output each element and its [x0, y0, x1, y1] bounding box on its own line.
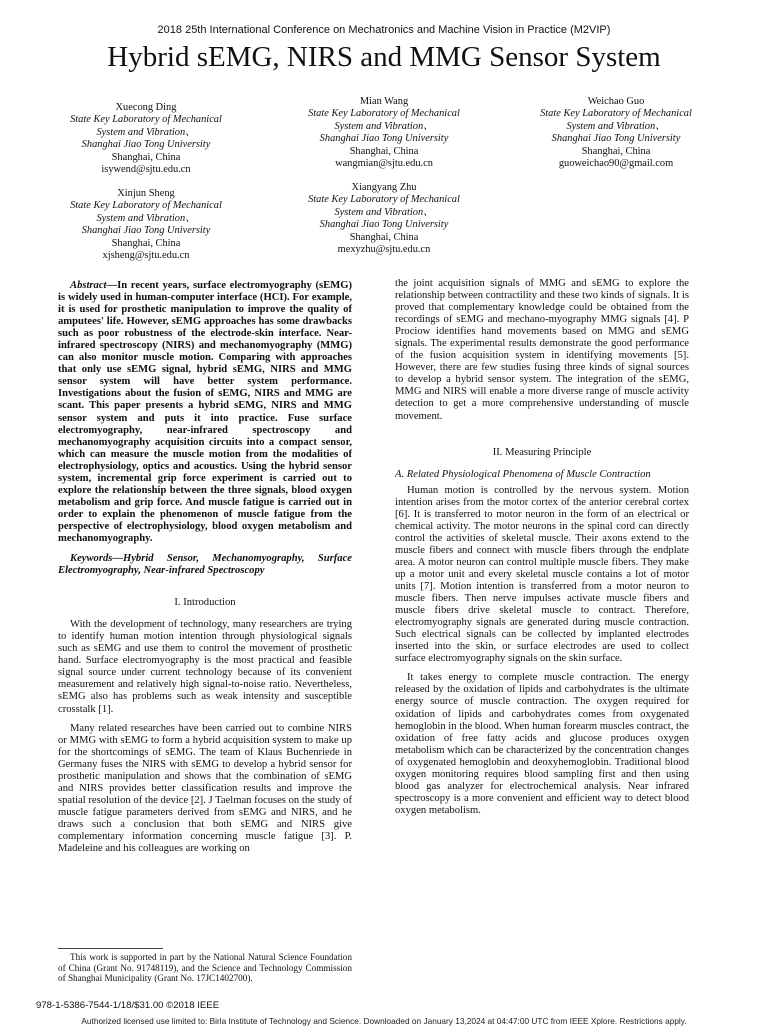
author-name: Weichao Guo: [587, 96, 645, 107]
author-block: [276, 96, 492, 170]
left-column: [58, 280, 352, 862]
section-heading-measuring-principle: II. Measuring Principle: [492, 446, 592, 458]
author-affiliation: Shanghai Jiao Tong University: [319, 219, 449, 231]
author-name: Xuecong Ding: [115, 102, 177, 113]
author-affiliation: Shanghai Jiao Tong University: [551, 133, 681, 145]
section-heading-introduction: I. Introduction: [174, 597, 236, 609]
author-name: Xiangyang Zhu: [351, 182, 417, 193]
author-affiliation: System and Vibration、: [334, 120, 434, 132]
paragraph: Human motion is controlled by the nervous system. Motion intention arises from the motor cortex of the anterior cerebral cortex [6]. It is transferred to motor neuron in the form of an electrical or chemical activity. The motor neurons in the spinal cord can directly control the activities of skeletal muscle. Their axons extend to the muscle fibers and connect with muscle fibers through the endplate area. A motor neuron can control multiple muscle fibers. They make up a motor unit and every skeletal muscle contains a lot of motor units [7]. Motion intention is transferred from a motor neuron to muscle fibers. Then nerve impulses activate muscle fibers and muscle fibers drive skeletal muscle to contract. Therefore, electromyography signals are generated during muscle contraction. Such electrical signals can be collected by implanted electrodes inserted into the skin, or surface electrodes are used to collect surface electromyography signals on the skin surface.: [395, 484, 689, 665]
author-city: Shanghai, China: [349, 145, 419, 157]
author-block: [38, 102, 254, 176]
author-email: guoweichao90@gmail.com: [558, 158, 674, 170]
author-city: Shanghai, China: [581, 145, 651, 157]
author-name: Mian Wang: [359, 96, 409, 107]
isbn-line: 978-1-5386-7544-1/18/$31.00 ©2018 IEEE: [36, 1000, 220, 1011]
author-affiliation: State Key Laboratory of Mechanical: [70, 200, 222, 212]
author-affiliation: State Key Laboratory of Mechanical: [308, 108, 460, 120]
abstract-text: —In recent years, surface electromyography (sEMG) is widely used in human-computer interface (HCI). For example, it is used for prosthetic manipulation to improve the quality of amputees' life. However, sEMG approaches has some drawbacks such as poor robustness of the electrode-skin interface. Near-infrared spectroscopy (NIRS) and mechanomyography (MMG) can also monitor muscle motion. Comparing with approaches that only use sEMG signal, hybrid sEMG, NIRS and MMG sensor system will have better system performance. Investigations about the fusion of sEMG, NIRS and MMG are scant. This paper presents a hybrid sEMG, NIRS and MMG sensor system and puts it into practice. Fuse surface electromyography, near-infrared spectroscopy and mechanomyography acquisition circuits into a compact sensor, which can measure the muscle motion from the modalities of electrophysiology, optics and acoustics. Using the hybrid sensor system, incremental grip force experiment is carried out to explore the relationship between the three signals, blood oxygen metabolism and grip force. And muscle fatigue is carried out in order to explain the phenomenon of muscle fatigue from the perspective of electrophysiology, blood oxygen metabolism and mechanomyography.: [58, 280, 352, 544]
keywords: Keywords—Hybrid Sensor, Mechanomyography, Surface Electromyography, Near-infrared Spectroscopy: [58, 553, 352, 577]
author-affiliation: System and Vibration、: [96, 212, 196, 224]
license-notice: Authorized licensed use limited to: Birla Institute of Technology and Science. Downloaded on January 13,2024 at 04:47:00 UTC from IEEE Xplore. Restrictions apply.: [81, 1016, 687, 1026]
abstract: [58, 280, 352, 545]
subsection-heading: A. Related Physiological Phenomena of Muscle Contraction: [395, 468, 651, 480]
author-affiliation: System and Vibration、: [96, 126, 196, 138]
author-email: wangmian@sjtu.edu.cn: [335, 158, 433, 170]
author-affiliation: State Key Laboratory of Mechanical: [308, 194, 460, 206]
author-block: [38, 188, 254, 262]
author-email: mexyzhu@sjtu.edu.cn: [337, 244, 431, 256]
author-block: [508, 96, 724, 170]
author-block: [276, 182, 492, 256]
footnote: This work is supported in part by the National Natural Science Foundation of China (Grant No. 91748119), and the Science and Technology Commission of Shanghai Municipality (Grant No. 17JC1402700).: [58, 952, 352, 984]
author-affiliation: Shanghai Jiao Tong University: [319, 133, 449, 145]
author-email: isywend@sjtu.edu.cn: [101, 164, 191, 176]
paragraph: It takes energy to complete muscle contraction. The energy released by the oxidation of lipids and carbohydrates is the ultimate energy source of muscle contraction. The oxygen required for oxidation of lipids and carbohydrates comes from oxygenated hemoglobin in the blood. When human forearm muscles contract, the oxidation of free fatty acids and glucose produces oxygen metabolism which can be characterized by the concentration changes of oxygenated hemoglobin and deoxyhemoglobin. Traditional blood oxygen monitoring requires blood sampling first and then using blood gas analyzer for electrochemical analysis. Near infrared spectroscopy is a more convenient and efficient way to detect blood oxygen metabolism.: [395, 672, 689, 816]
author-city: Shanghai, China: [111, 151, 181, 163]
footnote-rule: [58, 948, 163, 949]
author-affiliation: State Key Laboratory of Mechanical: [70, 114, 222, 126]
conference-header: 2018 25th International Conference on Mechatronics and Machine Vision in Practice (M2VIP): [157, 24, 611, 36]
paragraph-continuation: the joint acquisition signals of MMG and sEMG to explore the relationship between contractility and these two kinds of signals. It is proved that complementary knowledge could be obtained from the recordings of sEMG and mechano-myography MMG signals [4]. P Prociow identifies hand movements based on MMG and sEMG signals. The experimental results demonstrate the good performance of the fusion acquisition system in identifying movements [5]. However, there are few studies fusing three kinds of signal sources to develop a hybrid sensor system. The integration of the sEMG, MMG and NIRS will enable a more diverse range of muscle activity detection to get a more comprehensive understanding of muscle movement.: [395, 278, 689, 422]
author-affiliation: Shanghai Jiao Tong University: [81, 225, 211, 237]
author-email: xjsheng@sjtu.edu.cn: [102, 250, 190, 262]
author-name: Xinjun Sheng: [117, 188, 175, 199]
author-affiliation: System and Vibration、: [334, 206, 434, 218]
abstract-label: Abstract: [70, 280, 107, 291]
author-affiliation: State Key Laboratory of Mechanical: [540, 108, 692, 120]
author-affiliation: Shanghai Jiao Tong University: [81, 139, 211, 151]
paragraph: With the development of technology, many researchers are trying to identify human motion intention through physiological signals such as sEMG and use them to control the movement of prosthetic hand. Surface electromyography is the most practical and feasible signal source under current technology because of its convenient measurement and relatively high signal-to-noise ratio. Nevertheless, sEMG also has problems such as weak intensity and susceptible crosstalk [1].: [58, 619, 352, 715]
author-city: Shanghai, China: [349, 231, 419, 243]
right-column: [395, 278, 689, 824]
paragraph: Many related researches have been carried out to combine NIRS or MMG with sEMG to form a hybrid acquisition system to make up for the shortcomings of sEMG. The team of Klaus Buchenriede in Germany fuses the NIRS with sEMG to develop a hybrid sensor for prosthetic manipulation and shows that the combination of sEMG and NIRS provides better classification results and improve the spatial resolution of the device [2]. J Taelman focuses on the study of muscle fatigue parameters derived from sEMG and NIRS, and he draws such a conclusion that both sEMG and NIRS give complementary information concerning muscle fatigue [3]. P. Madeleine and his colleagues are working on: [58, 722, 352, 855]
paper-title: Hybrid sEMG, NIRS and MMG Sensor System: [107, 41, 661, 73]
author-city: Shanghai, China: [111, 237, 181, 249]
author-affiliation: System and Vibration、: [566, 120, 666, 132]
